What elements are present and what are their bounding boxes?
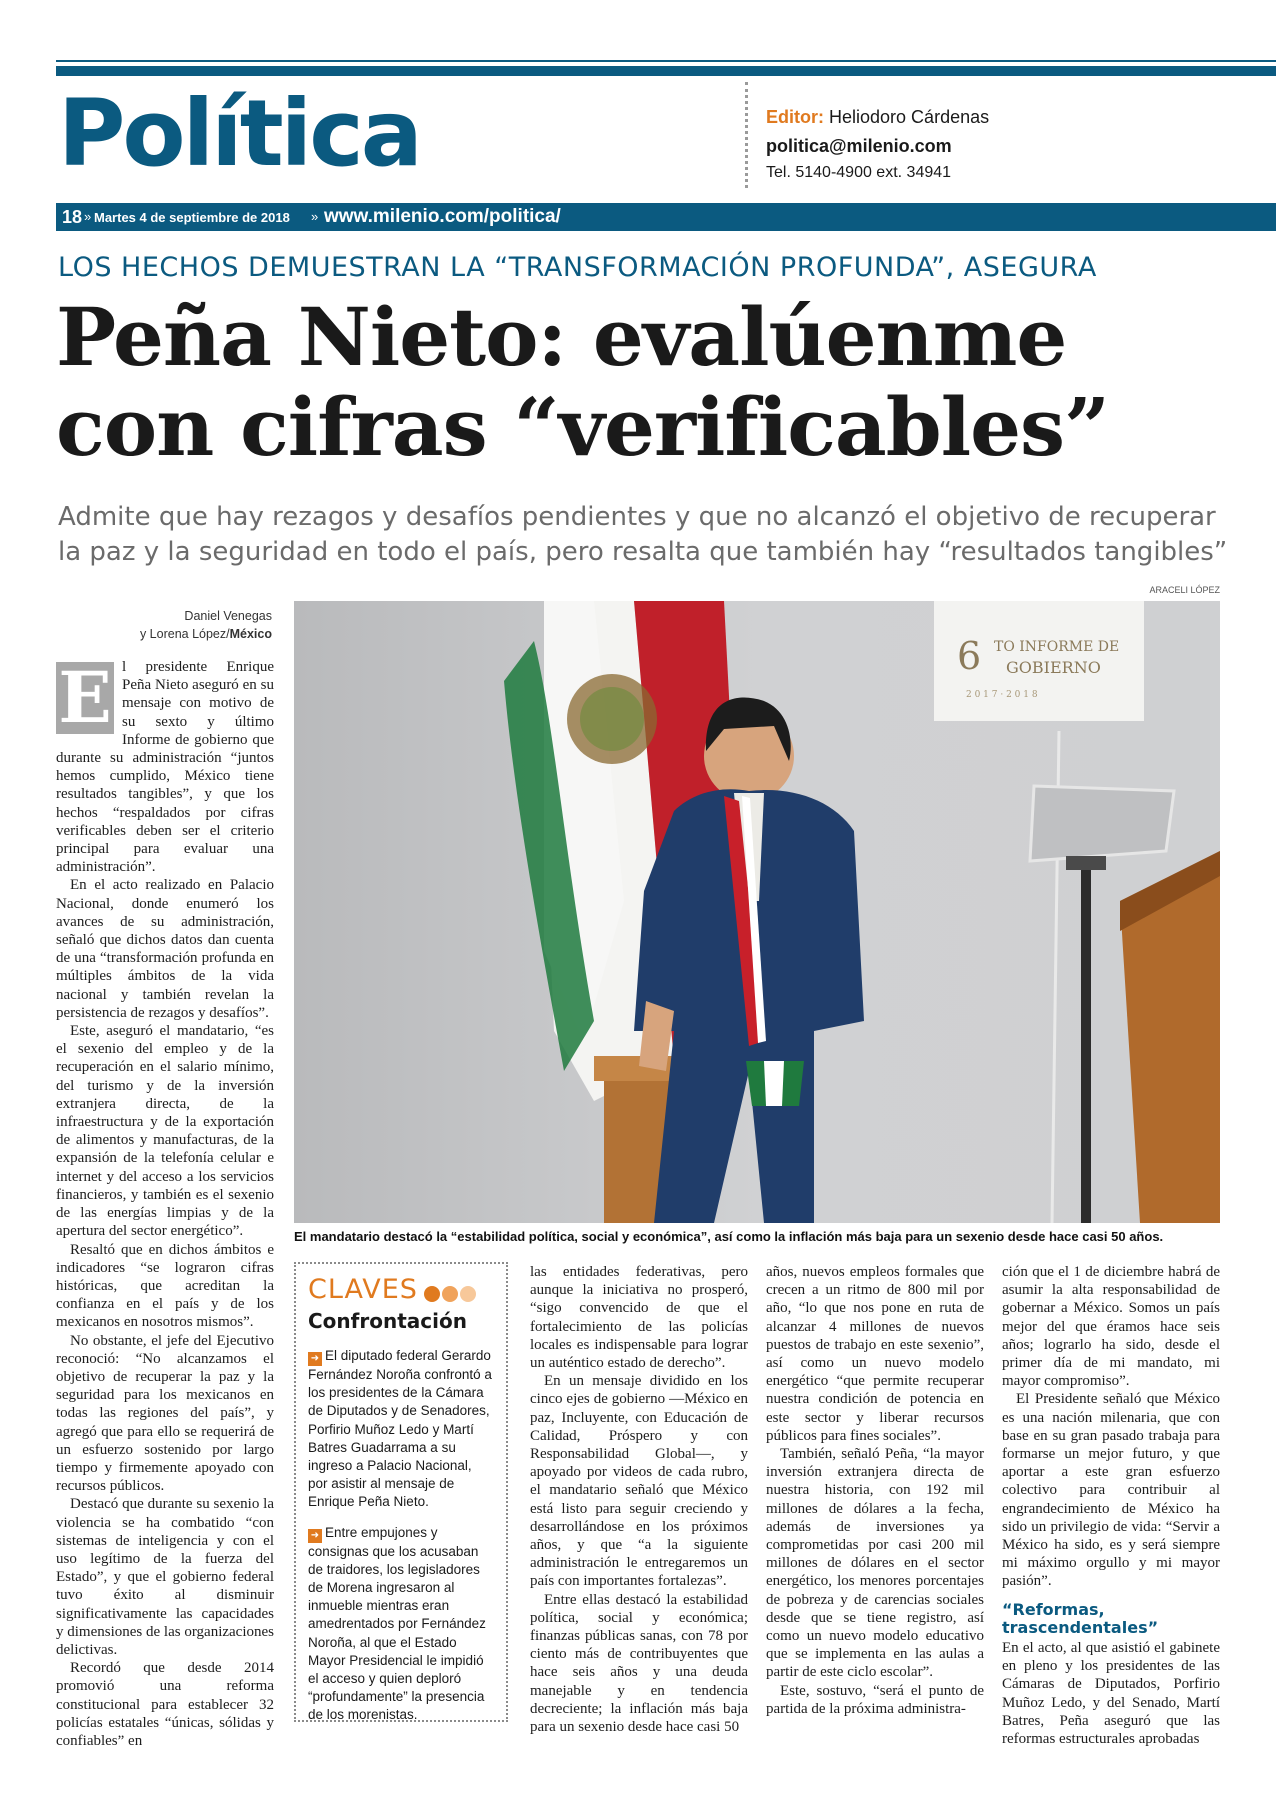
claves-title: Confrontación — [308, 1309, 467, 1333]
paragraph: El Presidente señaló que México es una nación milenaria, que con base en su gran pasado trabaja para formarse un mejor futuro, y que aportar a este gran esfuerzo colectivo para contribuir al engrandecimiento de México ha sido un privilegio de vida: “Servir a México ha sido, es y será siempre mi máximo orgullo y mi mayor pasión”. — [1002, 1391, 1220, 1590]
page-number: 18 — [62, 207, 83, 227]
editor-label: Editor: — [766, 107, 824, 127]
byline-author-1: Daniel Venegas — [184, 609, 272, 623]
paragraph: En el acto, al que asistió el gabinete en pleno y los presidentes de las Cámaras de Diputados, Porfirio Muñoz Ledo, y del Senado, Martí Batres, Peña aseguró que las reformas estructurales aprobadas — [1002, 1640, 1220, 1748]
paragraph: ción que el 1 de diciembre habrá de asumir la alta responsabilidad de gobernar a México. Somos un país mejor del que éramos hace seis años; lograrlo ha sido, desde el primer día de mi mandato, mi mayor compromiso”. — [1002, 1264, 1220, 1390]
deck-line-2: la paz y la seguridad en todo el país, pero resalta que también hay “resultados tangibles” — [58, 537, 1228, 567]
paragraph: En un mensaje dividido en los cinco ejes de gobierno —México en paz, Incluyente, con Educación de Calidad, Próspero y con Responsabilidad Global—, y apoyado por videos de cada rubro, el mandatario señaló que México está listo para seguir creciendo y desarrollándose en los próximos años, y que “a la siguiente administración le entregaremos un país con importantes fortalezas”. — [530, 1373, 748, 1590]
section-title: Política — [58, 80, 420, 187]
editor-email[interactable]: politica@milenio.com — [766, 136, 952, 156]
article-column-4 — [766, 1263, 984, 1758]
byline-place: México — [229, 627, 272, 641]
article-column-5 — [1002, 1263, 1220, 1758]
subhead: “Reformas, trascendentales” — [1002, 1599, 1159, 1637]
sign-line-1: TO INFORME DE — [994, 639, 1120, 655]
deck — [58, 500, 1268, 570]
editor-name: Heliodoro Cárdenas — [829, 107, 990, 127]
arrow-right-icon: ➜ — [308, 1529, 322, 1543]
claves-item: ➜ Entre empujones y consignas que los acusaban de traidores, los legisladores de Morena ingresaron al inmueble mientras eran amedrentados por Fernández Noroña, al que el Estado Mayor Presidencial le impidió el acceso y quien deploró “profundamente” la presencia de los morenistas. — [308, 1524, 486, 1723]
photo-illustration — [294, 601, 1220, 1223]
claves-label: CLAVES — [308, 1274, 418, 1305]
dot-icon — [442, 1286, 458, 1302]
sign-line-3: 2 0 1 7 · 2 0 1 8 — [966, 690, 1038, 700]
top-band — [56, 66, 1276, 76]
paragraph: Entre ellas destacó la estabilidad política, social y económica; finanzas públicas sanas, con 78 por ciento más de contribuyentes que hace seis años y una deuda manejable y en tendencia decreciente; la inflación más baja para un sexenio desde hace casi 50 — [530, 1591, 748, 1736]
byline — [58, 607, 272, 643]
arrow-right-icon: ➜ — [308, 1352, 322, 1366]
main-photo — [294, 601, 1220, 1223]
paragraph: Este, aseguró el mandatario, “es el sexenio del empleo y de la recuperación en el salario mínimo, del turismo y de la inversión extranjera directa, de la infraestructura y de la exportación de alimentos y manufacturas, de la expansión de la telefonía celular e internet y del acceso a los servicios financieros, y también es el sexenio de las energías limpias y de la apertura del sector energético”. — [56, 1023, 274, 1240]
kicker: LOS HECHOS DEMUESTRAN LA “TRANSFORMACIÓN PROFUNDA”, ASEGURA — [58, 252, 1097, 283]
chevron-right-icon: » — [311, 209, 319, 224]
headline-line-1: Peña Nieto: evalúenme — [56, 290, 1067, 384]
claves-box — [294, 1262, 508, 1722]
paragraph: En el acto realizado en Palacio Nacional, donde enumeró los avances de su administración, señaló que dichos datos dan cuenta de una “transformación profunda en múltiples ámbitos de la vida nacional y también revelan la persistencia de rezagos y desafíos”. — [56, 877, 274, 1021]
paragraph: Este, sostuvo, “será el punto de partida de la próxima administra- — [766, 1682, 984, 1717]
section-url[interactable]: www.milenio.com/politica/ — [324, 206, 561, 227]
claves-item: ➜ El diputado federal Gerardo Fernández Noroña confrontó a los presidentes de la Cámara de Diputados y de Senadores, Porfirio Muñoz Ledo y Martí Batres Guadarrama a su ingreso a Palacio Nacional, por asistir al mensaje de Enrique Peña Nieto. — [308, 1348, 492, 1510]
top-rule — [56, 60, 1276, 62]
editor-phone: Tel. 5140-4900 ext. 34941 — [766, 164, 952, 181]
headline-line-2: con cifras “verificables” — [56, 380, 1110, 474]
sign-number: 6 — [957, 634, 982, 678]
issue-date: Martes 4 de septiembre de 2018 — [94, 210, 290, 225]
byline-author-2: y Lorena López/México — [139, 627, 272, 641]
paragraph: las entidades federativas, pero aunque la iniciativa no prosperó, “sigo convencido de que el fortalecimiento de las policías locales es indispensable para lograr un auténtico estado de derecho”. — [530, 1264, 748, 1372]
dot-icon — [424, 1286, 440, 1302]
photo-caption: El mandatario destacó la “estabilidad política, social y económica”, así como la inflación más baja para un sexenio desde hace casi 50 años. — [294, 1229, 1164, 1244]
paragraph: También, señaló Peña, “la mayor inversión extranjera directa de nuestra historia, con 192 mil millones de dólares a la fecha, además de inversiones ya comprometidas por casi 200 mil millones de dólares en el sector energético, los menores porcentajes de pobreza y de carencias sociales desde que se tiene registro, así como un nuevo modelo educativo que se implementa en las aulas a partir de este ciclo escolar”. — [766, 1446, 984, 1681]
drop-cap: E — [56, 662, 114, 734]
paragraph: l presidente Enrique Peña Nieto aseguró en su mensaje con motivo de su sexto y último Informe de gobierno que durante su administración “juntos hemos cumplido, México tiene resultados tangibles”, y que los hechos “respaldados por cifras verificables deben ser el criterio principal para evaluar una administración”. — [56, 659, 274, 876]
divider — [745, 82, 748, 188]
article-column-1 — [56, 658, 274, 1758]
chevron-right-icon: » — [84, 209, 92, 224]
article-column-3 — [530, 1263, 748, 1758]
paragraph: Resaltó que en dichos ámbitos e indicadores “se lograron cifras históricas, que acreditan la confianza en el país y de los mexicanos en nosotros mismos”. — [56, 1241, 274, 1331]
claves-header — [308, 1274, 494, 1305]
paragraph: Destacó que durante su sexenio la violencia se ha combatido “con sistemas de inteligencia y con el uso legítimo de la fuerza del Estado”, y que el gobierno federal tuvo éxito al disminuir significativamente las capacidades y dimensiones de las organizaciones delictivas. — [56, 1496, 274, 1658]
paragraph: No obstante, el jefe del Ejecutivo reconoció: “No alcanzamos el objetivo de recuperar la paz y la seguridad para los mexicanos en todas las regiones del país”, y agregó que para ello se requerirá de un esfuerzo sostenido por largo tiempo y firmemente apoyado con recursos públicos. — [56, 1332, 274, 1495]
editor-line — [766, 108, 989, 126]
paragraph: años, nuevos empleos formales que crecen a un ritmo de 800 mil por año, “lo que nos pone en ruta de alcanzar 4 millones de nuevos puestos de trabajo en este sexenio”, así como un nuevo modelo energético “que permite recuperar nuestra condición de potencia en este sector y liberar recursos públicos para fines sociales”. — [766, 1264, 984, 1444]
page-info-bar — [56, 203, 1276, 231]
paragraph: Recordó que desde 2014 promovió una reforma constitucional para establecer 32 policías estatales “únicas, sólidas y confiables” en — [56, 1660, 274, 1749]
deck-line-1: Admite que hay rezagos y desafíos pendientes y que no alcanzó el objetivo de recuperar — [58, 502, 1216, 532]
dot-icon — [460, 1286, 476, 1302]
headline — [56, 292, 1256, 472]
sign-line-2: GOBIERNO — [1006, 658, 1101, 677]
photo-credit: ARACELI LÓPEZ — [1149, 585, 1220, 595]
